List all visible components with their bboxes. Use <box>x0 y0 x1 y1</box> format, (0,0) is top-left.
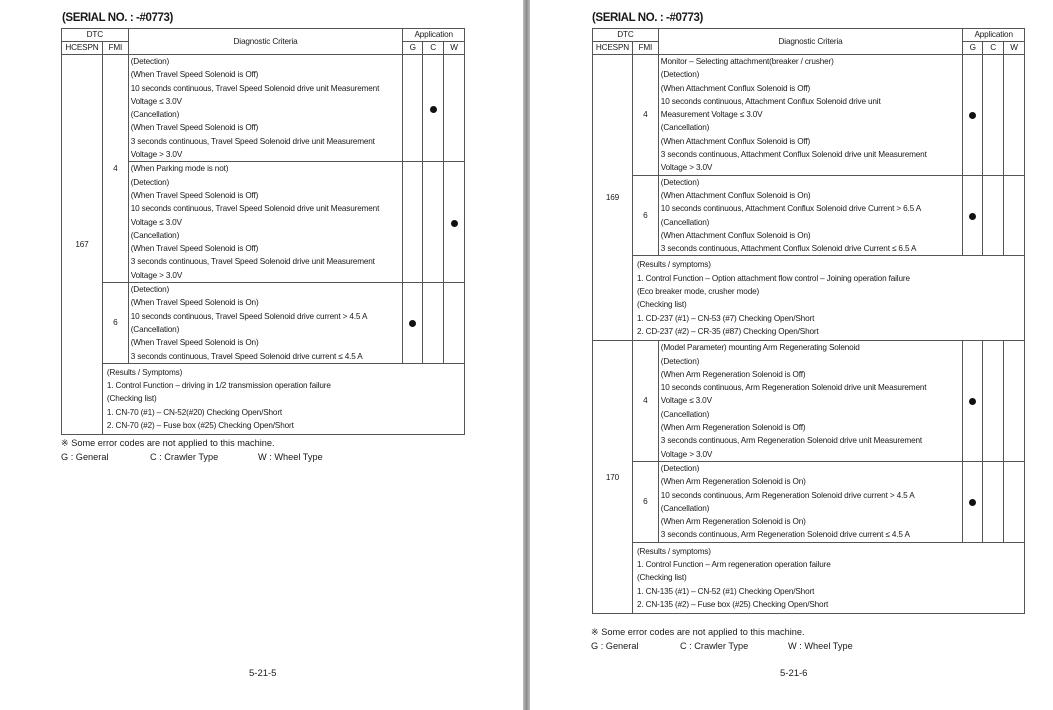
criteria-line: Voltage ≤ 3.0V <box>130 217 182 227</box>
application-header: Application <box>403 29 465 42</box>
results-line: 1. CN-70 (#1) – CN-52(#20) Checking Open/Short <box>106 407 283 417</box>
criteria-line: 10 seconds continuous, Attachment Conflux Solenoid drive Current > 6.5 A <box>660 204 922 214</box>
application-g-cell <box>403 162 423 283</box>
hcespn-cell: 170 <box>593 341 633 614</box>
serial-number: (SERIAL NO. : -#0773) <box>62 12 173 24</box>
criteria-line: 3 seconds continuous, Arm Regeneration Solenoid drive unit Measurement <box>660 436 923 446</box>
fmi-header: FMI <box>632 42 658 55</box>
criteria-line: (When Travel Speed Solenoid is Off) <box>130 123 259 133</box>
results-row <box>593 256 1025 341</box>
page-5-21-6 <box>530 0 1053 710</box>
criteria-line: (Cancellation) <box>130 324 180 334</box>
criteria-line: (When Attachment Conflux Solenoid is Off) <box>660 136 811 146</box>
results-line: 1. CN-135 (#1) – CN-52 (#1) Checking Open/Short <box>636 586 815 596</box>
criteria-line: (When Travel Speed Solenoid is Off) <box>130 244 259 254</box>
criteria-line: (Cancellation) <box>130 230 180 240</box>
applicable-dot-icon <box>409 320 416 327</box>
criteria-line: Monitor – Selecting attachment(breaker / crusher) <box>660 57 834 66</box>
application-c-cell <box>423 55 444 162</box>
legend-crawler: C : Crawler Type <box>680 641 749 651</box>
criteria-line: 3 seconds continuous, Travel Speed Solenoid drive current ≤ 4.5 A <box>130 351 363 361</box>
criteria-line: (Cancellation) <box>660 123 710 133</box>
note-text: ※ Some error codes are not applied to this machine. <box>61 438 275 448</box>
hcespn-cell: 169 <box>593 55 633 341</box>
results-line: 1. CD-237 (#1) – CN-53 (#7) Checking Open/Short <box>636 313 815 323</box>
criteria-line: (Cancellation) <box>130 110 180 120</box>
fmi-cell: 6 <box>632 175 658 256</box>
application-g-cell <box>963 341 983 462</box>
dtc-header: DTC <box>593 29 659 42</box>
results-line: (Checking list) <box>106 394 157 404</box>
criteria-line: (Detection) <box>130 285 170 295</box>
table-row <box>593 461 1025 542</box>
applicable-dot-icon <box>451 220 458 227</box>
application-w-cell <box>444 55 465 162</box>
application-c-cell <box>423 162 444 283</box>
criteria-line: Voltage ≤ 3.0V <box>660 396 712 406</box>
criteria-line: Voltage > 3.0V <box>130 270 183 280</box>
application-g-cell <box>963 175 983 256</box>
legend <box>591 639 853 653</box>
criteria-line: 3 seconds continuous, Attachment Conflux Solenoid drive Current ≤ 6.5 A <box>660 244 917 254</box>
results-line: (Eco breaker mode, crusher mode) <box>636 287 760 297</box>
criteria-line: (When Travel Speed Solenoid is On) <box>130 338 259 348</box>
criteria-cell <box>658 55 962 176</box>
criteria-cell <box>658 175 962 256</box>
page-number: 5-21-6 <box>780 668 808 679</box>
fmi-cell: 4 <box>102 55 128 283</box>
application-g-cell <box>963 55 983 176</box>
legend-wheel: W : Wheel Type <box>258 452 323 462</box>
results-line: 2. CD-237 (#2) – CR-35 (#87) Checking Open/Short <box>636 326 819 336</box>
application-w-cell <box>1004 341 1025 462</box>
criteria-line: (Detection) <box>660 70 700 80</box>
criteria-line: 3 seconds continuous, Attachment Conflux Solenoid drive unit Measurement <box>660 150 927 160</box>
criteria-line: (Detection) <box>660 356 700 366</box>
criteria-line: (When Arm Regeneration Solenoid is On) <box>660 477 806 487</box>
results-row <box>62 363 465 434</box>
c-header: C <box>983 42 1004 55</box>
results-line: (Checking list) <box>636 300 687 310</box>
criteria-line: 10 seconds continuous, Travel Speed Solenoid drive unit Measurement <box>130 83 380 93</box>
application-g-cell <box>963 461 983 542</box>
criteria-cell <box>128 283 403 364</box>
application-c-cell <box>983 55 1004 176</box>
legend-general: G : General <box>61 452 109 462</box>
criteria-line: (When Arm Regeneration Solenoid is Off) <box>660 369 806 379</box>
criteria-cell <box>128 55 403 162</box>
results-line: 2. CN-70 (#2) – Fuse box (#25) Checking Open/Short <box>106 421 294 431</box>
applicable-dot-icon <box>969 112 976 119</box>
criteria-header: Diagnostic Criteria <box>658 29 962 55</box>
criteria-line: 3 seconds continuous, Arm Regeneration Solenoid drive current ≤ 4.5 A <box>660 530 910 540</box>
legend-wheel: W : Wheel Type <box>788 641 853 651</box>
criteria-line: Voltage > 3.0V <box>130 150 183 160</box>
application-g-cell <box>403 55 423 162</box>
criteria-line: (When Travel Speed Solenoid is Off) <box>130 70 259 80</box>
criteria-line: Voltage > 3.0V <box>660 449 713 459</box>
note-text: ※ Some error codes are not applied to this machine. <box>591 627 805 637</box>
notes <box>591 625 853 653</box>
criteria-line: Voltage > 3.0V <box>660 163 713 173</box>
application-w-cell <box>444 283 465 364</box>
criteria-line: (Detection) <box>130 57 170 66</box>
criteria-line: 3 seconds continuous, Travel Speed Solenoid drive unit Measurement <box>130 136 375 146</box>
criteria-line: 3 seconds continuous, Travel Speed Solenoid drive unit Measurement <box>130 257 375 267</box>
serial-number: (SERIAL NO. : -#0773) <box>592 12 703 24</box>
criteria-line: Voltage ≤ 3.0V <box>130 96 182 106</box>
applicable-dot-icon <box>969 398 976 405</box>
table-row <box>62 55 465 162</box>
hcespn-cell: 167 <box>62 55 103 435</box>
criteria-line: (When Parking mode is not) <box>130 164 229 174</box>
results-line: 1. Control Function – Arm regeneration operation failure <box>636 559 831 569</box>
criteria-header: Diagnostic Criteria <box>128 29 403 55</box>
criteria-cell <box>658 461 962 542</box>
application-w-cell <box>1004 175 1025 256</box>
results-line: (Results / symptoms) <box>636 260 711 270</box>
results-line: (Results / Symptoms) <box>106 367 183 377</box>
legend-general: G : General <box>591 641 639 651</box>
hcespn-header: HCESPN <box>593 42 633 55</box>
criteria-line: 10 seconds continuous, Travel Speed Solenoid drive unit Measurement <box>130 204 380 214</box>
hcespn-header: HCESPN <box>62 42 103 55</box>
page-number: 5-21-5 <box>249 668 277 679</box>
table-row <box>593 175 1025 256</box>
criteria-line: 10 seconds continuous, Attachment Conflux Solenoid drive unit <box>660 96 881 106</box>
criteria-line: (Detection) <box>660 463 700 473</box>
criteria-line: (When Attachment Conflux Solenoid is On) <box>660 190 811 200</box>
criteria-line: (When Attachment Conflux Solenoid is On) <box>660 230 811 240</box>
table-row <box>593 55 1025 176</box>
applicable-dot-icon <box>969 499 976 506</box>
page-5-21-5 <box>0 0 523 710</box>
results-cell <box>632 542 1024 613</box>
application-w-cell <box>444 162 465 283</box>
criteria-line: 10 seconds continuous, Travel Speed Solenoid drive current > 4.5 A <box>130 311 368 321</box>
criteria-line: (Model Parameter) mounting Arm Regenerating Solenoid <box>660 343 860 353</box>
criteria-line: (Detection) <box>660 177 700 187</box>
criteria-line: 10 seconds continuous, Arm Regeneration Solenoid drive current > 4.5 A <box>660 490 915 500</box>
fmi-cell: 4 <box>632 55 658 176</box>
fmi-cell: 6 <box>102 283 128 364</box>
criteria-line: 10 seconds continuous, Arm Regeneration Solenoid drive unit Measurement <box>660 383 927 393</box>
notes <box>61 436 323 464</box>
application-w-cell <box>1004 55 1025 176</box>
criteria-cell <box>658 341 962 462</box>
legend <box>61 450 323 464</box>
application-c-cell <box>983 341 1004 462</box>
applicable-dot-icon <box>430 106 437 113</box>
results-line: (Checking list) <box>636 573 687 583</box>
application-w-cell <box>1004 461 1025 542</box>
application-g-cell <box>403 283 423 364</box>
results-row <box>593 542 1025 613</box>
criteria-line: (Cancellation) <box>660 503 710 513</box>
results-line: (Results / symptoms) <box>636 546 711 556</box>
criteria-line: (When Arm Regeneration Solenoid is On) <box>660 517 806 527</box>
criteria-line: (When Attachment Conflux Solenoid is Off) <box>660 83 811 93</box>
w-header: W <box>1004 42 1025 55</box>
criteria-line: (Detection) <box>130 177 170 187</box>
c-header: C <box>423 42 444 55</box>
results-cell <box>102 363 464 434</box>
criteria-cell <box>128 162 403 283</box>
results-cell <box>632 256 1024 341</box>
g-header: G <box>963 42 983 55</box>
criteria-line: (Cancellation) <box>660 217 710 227</box>
legend-crawler: C : Crawler Type <box>150 452 219 462</box>
application-header: Application <box>963 29 1025 42</box>
application-c-cell <box>423 283 444 364</box>
fmi-cell: 4 <box>632 341 658 462</box>
fmi-cell: 6 <box>632 461 658 542</box>
dtc-header: DTC <box>62 29 129 42</box>
application-c-cell <box>983 175 1004 256</box>
fmi-header: FMI <box>102 42 128 55</box>
page-gutter <box>523 0 530 710</box>
applicable-dot-icon <box>969 213 976 220</box>
criteria-line: (Cancellation) <box>660 409 710 419</box>
table-row <box>593 341 1025 462</box>
g-header: G <box>403 42 423 55</box>
criteria-line: Measurement Voltage ≤ 3.0V <box>660 110 763 120</box>
criteria-line: (When Travel Speed Solenoid is On) <box>130 298 259 308</box>
results-line: 2. CN-135 (#2) – Fuse box (#25) Checking Open/Short <box>636 599 829 609</box>
diagnostic-table <box>61 28 465 435</box>
results-line: 1. Control Function – Option attachment flow control – Joining operation failure <box>636 273 910 283</box>
diagnostic-table <box>592 28 1025 614</box>
table-row <box>62 283 465 364</box>
results-line: 1. Control Function – driving in 1/2 transmission operation failure <box>106 381 331 391</box>
w-header: W <box>444 42 465 55</box>
criteria-line: (When Travel Speed Solenoid is Off) <box>130 190 259 200</box>
criteria-line: (When Arm Regeneration Solenoid is Off) <box>660 423 806 433</box>
application-c-cell <box>983 461 1004 542</box>
